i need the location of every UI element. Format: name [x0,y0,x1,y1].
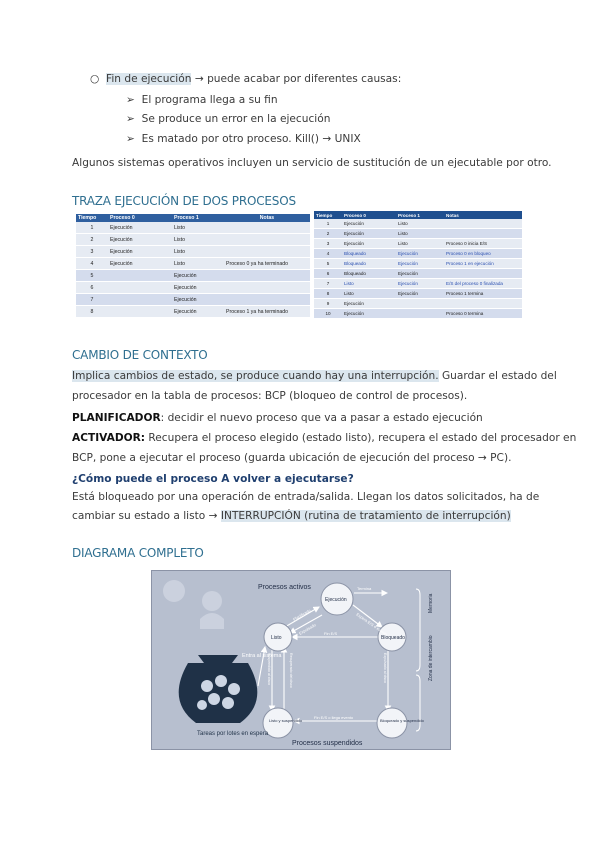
table-row: 8 Listo Ejecución Proceso 1 termina [314,289,522,299]
intro-paragraph: Algunos sistemas operativos incluyen un servicio de sustitución de un ejecutable por otro. [72,157,552,169]
label-ejecucion: Ejecución [325,597,347,603]
label-procesos-activos: Procesos activos [258,584,311,591]
state-bloqueado-suspendido [377,708,407,738]
arrow-bullet-icon: ➢ [126,113,135,125]
label-zona-intercambio: Zona de intercambio [428,635,434,681]
label-listo: Listo [271,635,282,641]
highlight-cambio: Implica cambios de estado, se produce cuando hay una interrupción. [72,370,439,382]
table-row: 10 Ejecución Proceso 0 termina [314,309,522,319]
label-suspendido-disco: Suspendido al disco [267,653,271,686]
trace-table-2 [314,211,522,319]
table-row: 5 Bloqueado Ejecución Proceso 1 en ejecución [314,259,522,269]
table-row: 3 Ejecución Listo [76,246,310,258]
table-row: 7 Listo Ejecución E/S del proceso 0 finalizada [314,279,522,289]
answer-line-2-text: cambiar su estado a listo → [72,510,221,522]
bullet-marker: ○ [90,73,100,85]
table-row: 9 Ejecución [314,299,522,309]
bullet-text: → puede acabar por diferentes causas: [191,73,402,85]
highlight-fin-ejecucion: Fin de ejecución [106,73,192,85]
label-recuperado-disco: Recuperado del disco [289,653,293,688]
batch-tasks-sack-icon [179,655,258,723]
label-memoria: Memoria [428,593,434,613]
activador-text: Recupera el proceso elegido (estado listo), recupera el estado del procesador en [145,432,577,444]
label-entra-sistema: Entra al sistema [242,653,282,659]
sub-item-text: El programa llega a su fin [141,94,278,106]
planificador-label: PLANIFICADOR [72,412,161,424]
question-heading: ¿Cómo puede el proceso A volver a ejecutarse? [72,473,354,485]
memory-bracket [400,589,420,731]
label-fin-es: Fin E/S [324,631,338,636]
table-row: 8 Ejecución Proceso 1 ya ha terminado [76,306,310,318]
table-row: 4 Bloqueado Ejecución Proceso 0 en bloqueo [314,249,522,259]
label-bloqueado: Bloqueado [381,635,405,641]
sub-item [126,93,278,107]
highlight-interrupcion: INTERRUPCIÓN (rutina de tratamiento de interrupción) [220,510,511,522]
table-header: Proceso 1 [172,214,224,222]
label-planificado: Planificado [292,607,312,622]
table-header: Tiempo [314,211,342,219]
table-row: 6 Bloqueado Ejecución [314,269,522,279]
label-bloqueado-suspendido: Bloqueado y suspendido [380,718,424,723]
table-row: 2 Ejecución Listo [314,229,522,239]
cambio-line-2: procesador en la tabla de procesos: BCP (bloqueo de control de procesos). [72,390,468,402]
person-figure-icon [163,580,224,629]
label-fin-es-llega: Fin E/S o llega evento [314,715,354,720]
table-header: Notas [224,214,310,222]
answer-line-2 [72,509,511,523]
table-row: 3 Ejecución Listo Proceso 0 inicia E/S [314,239,522,249]
sub-item-text: Es matado por otro proceso. Kill() → UNIX [141,133,361,145]
label-procesos-suspendidos: Procesos suspendidos [292,740,363,747]
table-row: 2 Ejecución Listo [76,234,310,246]
cambio-line-1 [72,369,557,383]
activador-label: ACTIVADOR: [72,432,146,444]
bullet-item [90,72,401,86]
table-header: Proceso 0 [108,214,172,222]
label-expulsado-disco: Expulsado al disco [383,653,387,683]
arrow-bullet-icon: ➢ [126,133,135,145]
label-tareas: Tareas por lotes en espera [197,731,269,737]
section-heading-traza: TRAZA EJECUCIÓN DE DOS PROCESOS [72,194,296,208]
sub-item-text: Se produce un error en la ejecución [141,113,331,125]
planificador-line [72,411,483,425]
table-row: 7 Ejecución [76,294,310,306]
section-heading-cambio: CAMBIO DE CONTEXTO [72,348,208,362]
label-expulsado: Expulsado [298,622,317,636]
table-row: 1 Ejecución Listo [76,222,310,234]
table-row: 1 Ejecución Listo [314,219,522,229]
activador-line-2: BCP, pone a ejecutar el proceso (guarda ubicación de ejecución del proceso → PC). [72,452,512,464]
planificador-text: : decidir el nuevo proceso que va a pasar a estado ejecución [160,412,483,424]
sub-item [126,132,361,146]
section-heading-diagrama: DIAGRAMA COMPLETO [72,546,204,560]
table-row: 6 Ejecución [76,282,310,294]
sub-item [126,112,330,126]
table-header: Proceso 0 [342,211,396,219]
table-header: Proceso 1 [396,211,444,219]
label-espera-es: Espera E/S o evento [355,611,389,637]
process-state-diagram [151,570,451,750]
trace-table-1 [76,214,310,318]
activador-line [72,431,576,445]
table-header: Notas [444,211,522,219]
arrow-bullet-icon: ➢ [126,94,135,106]
label-termina: Termina [357,586,372,591]
answer-line-1: Está bloqueado por una operación de entrada/salida. Llegan los datos solicitados, ha de [72,491,540,503]
table-row: 4 Ejecución Listo Proceso 0 ya ha terminado [76,258,310,270]
cambio-line-1-rest: Guardar el estado del [438,370,557,382]
table-row: 5 Ejecución [76,270,310,282]
label-listo-suspendido: Listo y suspendido [269,718,303,723]
table-header: Tiempo [76,214,108,222]
